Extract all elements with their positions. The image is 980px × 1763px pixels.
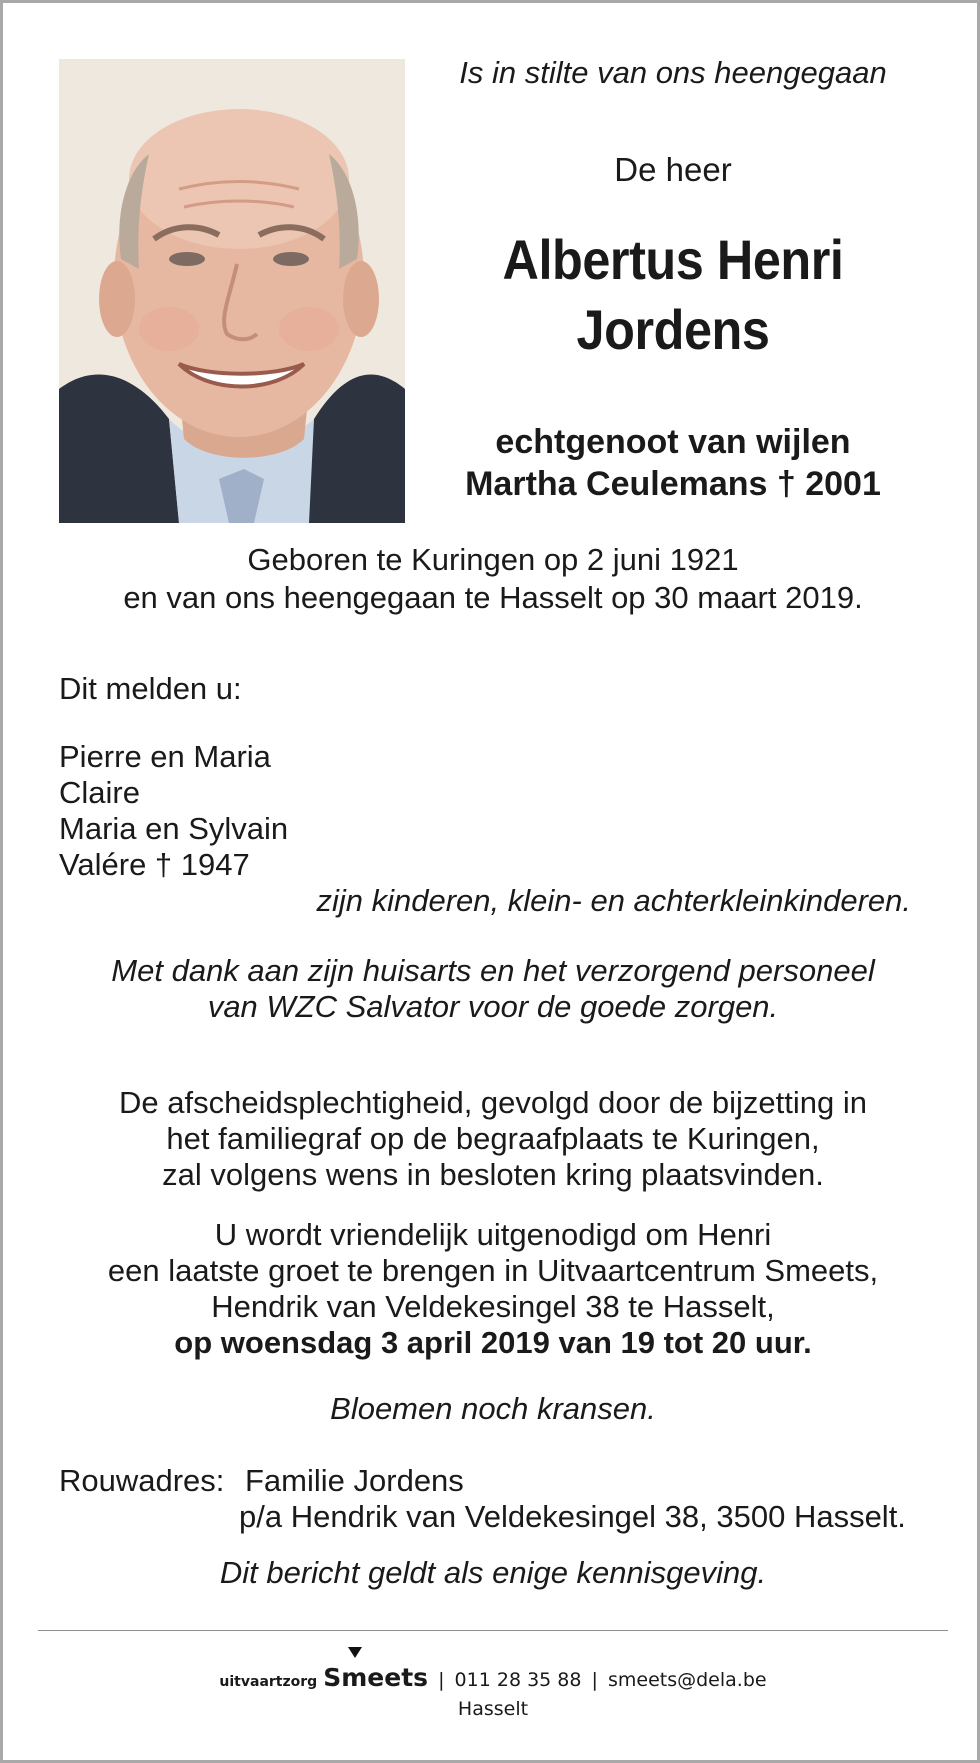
- thanks-line: van WZC Salvator voor de goede zorgen.: [207, 989, 779, 1024]
- ceremony-line: het familiegraf op de begraafplaats te Kuringen,: [166, 1121, 820, 1156]
- deceased-name-line: Albertus Henri: [502, 228, 844, 291]
- footer-separator: |: [438, 1669, 445, 1691]
- portrait-photo: [59, 59, 405, 523]
- footer-prefix: uitvaartzorg: [219, 1674, 318, 1690]
- ceremony-line: zal volgens wens in besloten kring plaatsvinden.: [162, 1157, 824, 1192]
- footer-city: Hasselt: [457, 1698, 529, 1720]
- funeral-home-logo: [323, 1663, 428, 1692]
- honorific-title: De heer: [614, 151, 732, 188]
- visit-date: op woensdag 3 april 2019 van 19 tot 20 uur.: [174, 1325, 812, 1360]
- divider: [38, 1630, 948, 1631]
- relation-text: zijn kinderen, klein- en achterkleinkinderen.: [316, 883, 911, 918]
- thanks-line: Met dank aan zijn huisarts en het verzorgend personeel: [111, 953, 875, 988]
- intro-text: Is in stilte van ons heengegaan: [459, 55, 887, 90]
- address-label: Rouwadres:: [59, 1463, 225, 1498]
- address-line: p/a Hendrik van Veldekesingel 38, 3500 Hasselt.: [239, 1499, 906, 1534]
- visit-line: een laatste groet te brengen in Uitvaartcentrum Smeets,: [107, 1253, 879, 1288]
- footer-phone[interactable]: 011 28 35 88: [454, 1669, 582, 1691]
- visit-line: U wordt vriendelijk uitgenodigd om Henri: [214, 1217, 772, 1252]
- brand-name: Smeets: [323, 1663, 429, 1692]
- thanks-text: [43, 953, 943, 1025]
- ceremony-line: De afscheidsplechtigheid, gevolgd door de bijzetting in: [119, 1085, 867, 1120]
- flowers-text: Bloemen noch kransen.: [330, 1391, 656, 1426]
- footer-separator: |: [591, 1669, 598, 1691]
- deceased-name: [457, 225, 889, 365]
- visit-line: Hendrik van Veldekesingel 38 te Hasselt,: [211, 1289, 775, 1324]
- children-list: [59, 739, 288, 883]
- logo-triangle-icon: [348, 1647, 362, 1658]
- list-item: Maria en Sylvain: [59, 811, 289, 846]
- birth-line: Geboren te Kuringen op 2 juni 1921: [247, 542, 739, 577]
- address-name: Familie Jordens: [245, 1463, 464, 1498]
- list-item: Claire: [59, 775, 140, 810]
- spouse-line: Martha Ceulemans † 2001: [465, 465, 881, 503]
- funeral-home-footer: [43, 1663, 943, 1692]
- birth-death-info: [43, 541, 943, 617]
- list-item: Pierre en Maria: [59, 739, 271, 774]
- footer-email[interactable]: smeets@dela.be: [607, 1669, 767, 1691]
- death-line: en van ons heengegaan te Hasselt op 30 maart 2019.: [123, 580, 863, 615]
- closing-text: Dit bericht geldt als enige kennisgeving.: [219, 1555, 767, 1590]
- ceremony-text: [43, 1085, 943, 1193]
- spouse-info: [433, 421, 913, 505]
- visitation-text: [43, 1217, 943, 1361]
- portrait-illustration: [59, 59, 405, 523]
- deceased-name-line: Jordens: [576, 298, 770, 361]
- announcers-label: Dit melden u:: [59, 671, 242, 706]
- spouse-line: echtgenoot van wijlen: [495, 423, 851, 461]
- list-item: Valére † 1947: [59, 847, 250, 882]
